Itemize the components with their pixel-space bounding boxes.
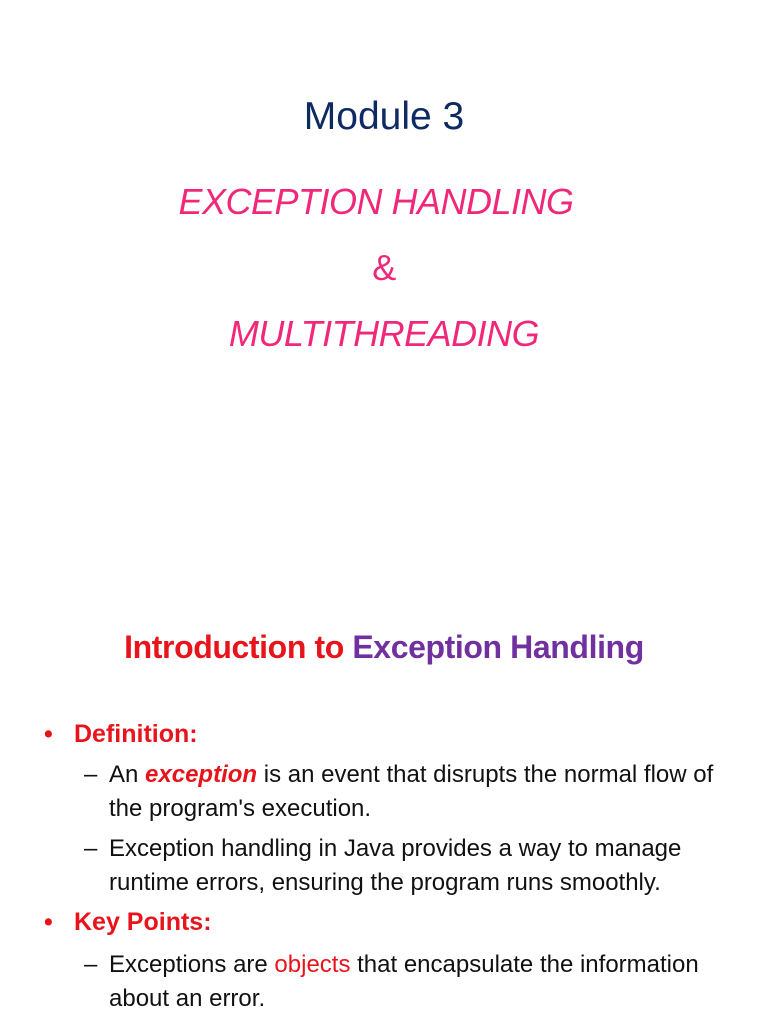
bullet-dot-icon: • [44, 720, 53, 748]
definition-text-before: An [109, 761, 146, 788]
key-point-item [84, 948, 744, 1016]
heading-part-topic: Exception Handling [352, 629, 644, 665]
dash-icon: – [84, 835, 98, 862]
bullet-dot-icon: • [44, 908, 53, 936]
key-points-label: Key Points [74, 908, 204, 936]
definition-item [84, 832, 744, 900]
subtitle-exception-handling: EXCEPTION HANDLING [178, 181, 574, 222]
intro-slide [0, 600, 768, 1024]
key-point-item-text [109, 948, 744, 1016]
key-point-text-after: that encapsulate the information about an error. [109, 951, 699, 1012]
exception-keyword: exception [145, 761, 258, 788]
subtitle-ampersand: & [372, 247, 396, 288]
definition-label: Definition [74, 720, 190, 748]
definition-item-text: Exception handling in Java provides a way to manage runtime errors, ensuring the program runs smoothly. [109, 835, 682, 896]
subtitle-multithreading: MULTITHREADING [228, 313, 540, 354]
heading-part-intro: Introduction to [124, 629, 353, 665]
definition-colon: : [189, 720, 198, 748]
definition-text-after: is an event that disrupts the normal flow of the program's execution. [109, 761, 714, 822]
intro-heading [0, 628, 768, 666]
key-points-bullet [44, 906, 212, 939]
definition-item-text [109, 758, 744, 826]
dash-icon: – [84, 951, 98, 978]
objects-keyword: objects [274, 951, 351, 978]
key-points-colon: : [203, 908, 212, 936]
key-point-text-before: Exceptions are [109, 951, 275, 978]
module-title: Module 3 [303, 95, 465, 138]
definition-bullet [44, 718, 198, 751]
dash-icon: – [84, 761, 98, 788]
definition-item [84, 758, 744, 826]
